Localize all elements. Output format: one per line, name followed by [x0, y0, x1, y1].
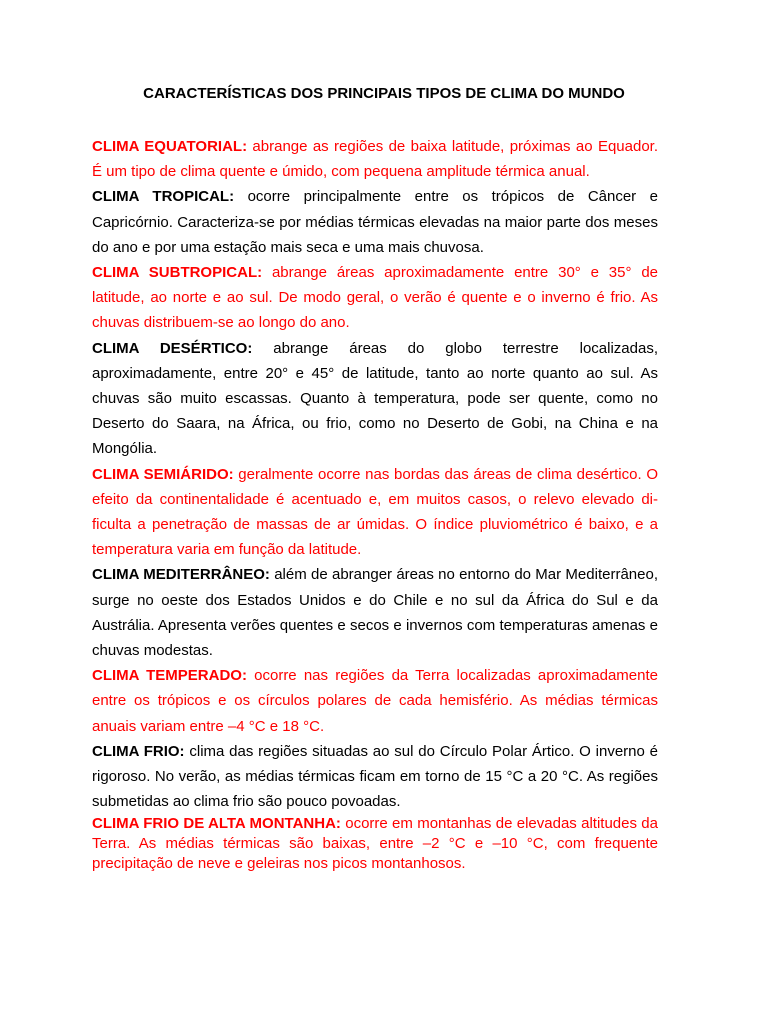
- paragraph-clima-equatorial: [92, 134, 658, 184]
- paragraph-clima-subtropical: [92, 260, 658, 336]
- paragraph-clima-semiarido: [92, 462, 658, 563]
- climate-description: abrange as regiões de baixa latitude, próximas ao Equador. É um tipo de clima quente e úmido, com pequena amplitude térmica anual.: [92, 138, 658, 181]
- paragraph-clima-tropical: [92, 184, 658, 260]
- paragraph-clima-temperado: [92, 663, 658, 739]
- climate-description: abrange áreas do globo terrestre localizadas, aproximadamente, entre 20° e 45° de latitude, tanto ao norte quanto ao sul. As chuvas são muito escassas. Quanto à temperatura, pode ser quente, como no Deserto do Saara, na África, ou frio, como no Deserto de Gobi, na China e na Mongólia.: [92, 339, 659, 458]
- climate-term: CLIMA EQUATORIAL:: [92, 138, 248, 155]
- climate-description: além de abranger áreas no entorno do Mar Mediterrâneo, surge no oeste dos Estados Unidos e do Chile e no sul da África do Sul e da Austrália. Apresenta verões quentes e secos e invernos com temperaturas amenas e chuvas modestas.: [92, 566, 658, 660]
- climate-term: CLIMA TROPICAL:: [92, 188, 235, 206]
- paragraph-clima-mediterraneo: [92, 562, 658, 663]
- document-body: [92, 134, 658, 874]
- document-title: CARACTERÍSTICAS DOS PRINCIPAIS TIPOS DE CLIMA DO MUNDO: [143, 85, 625, 102]
- climate-term: CLIMA SEMIÁRIDO:: [92, 465, 234, 483]
- climate-term: CLIMA FRIO DE ALTA MONTANHA:: [92, 815, 341, 833]
- climate-description: geralmente ocorre nas bordas das áreas de clima desértico. O efeito da continentalidade é acentuado e, em muitos casos, o relevo elevado di-ficulta a penetração de massas de ar úmidas. O índice pluviométrico é baixo, e a temperatura varia em função da latitude.: [92, 465, 658, 559]
- paragraph-clima-desertico: [92, 336, 658, 462]
- climate-description: ocorre em montanhas de elevadas altitudes da Terra. As médias térmicas são baixas, entre –2 °C e –10 °C, com frequente precipitação de neve e geleiras nos picos montanhosos.: [92, 815, 658, 873]
- paragraph-clima-frio: [92, 739, 658, 815]
- climate-term: CLIMA FRIO:: [92, 742, 185, 760]
- climate-term: CLIMA MEDITERRÂNEO:: [92, 566, 270, 584]
- climate-description: abrange áreas aproximadamente entre 30° e 35° de latitude, ao norte e ao sul. De modo geral, o verão é quente e o inverno é frio. As chuvas distribuem-se ao longo do ano.: [92, 264, 659, 332]
- climate-term: CLIMA TEMPERADO:: [92, 667, 247, 685]
- climate-description: ocorre principalmente entre os trópicos de Câncer e Capricórnio. Caracteriza-se por médias térmicas elevadas na maior parte dos meses do ano e por uma estação mais seca e uma mais chuvosa.: [92, 188, 659, 256]
- climate-term: CLIMA DESÉRTICO:: [92, 339, 253, 357]
- climate-term: CLIMA SUBTROPICAL:: [92, 264, 263, 282]
- climate-description: clima das regiões situadas ao sul do Círculo Polar Ártico. O inverno é rigoroso. No verão, as médias térmicas ficam em torno de 15 °C a 20 °C. As regiões submetidas ao clima frio são pouco povoadas.: [92, 742, 658, 811]
- paragraph-clima-frio-alta-montanha: [92, 814, 658, 874]
- climate-description: ocorre nas regiões da Terra localizadas aproximadamente entre os trópicos e os círculos polares de cada hemisfério. As médias térmicas anuais variam entre –4 °C e 18 °C.: [92, 667, 658, 735]
